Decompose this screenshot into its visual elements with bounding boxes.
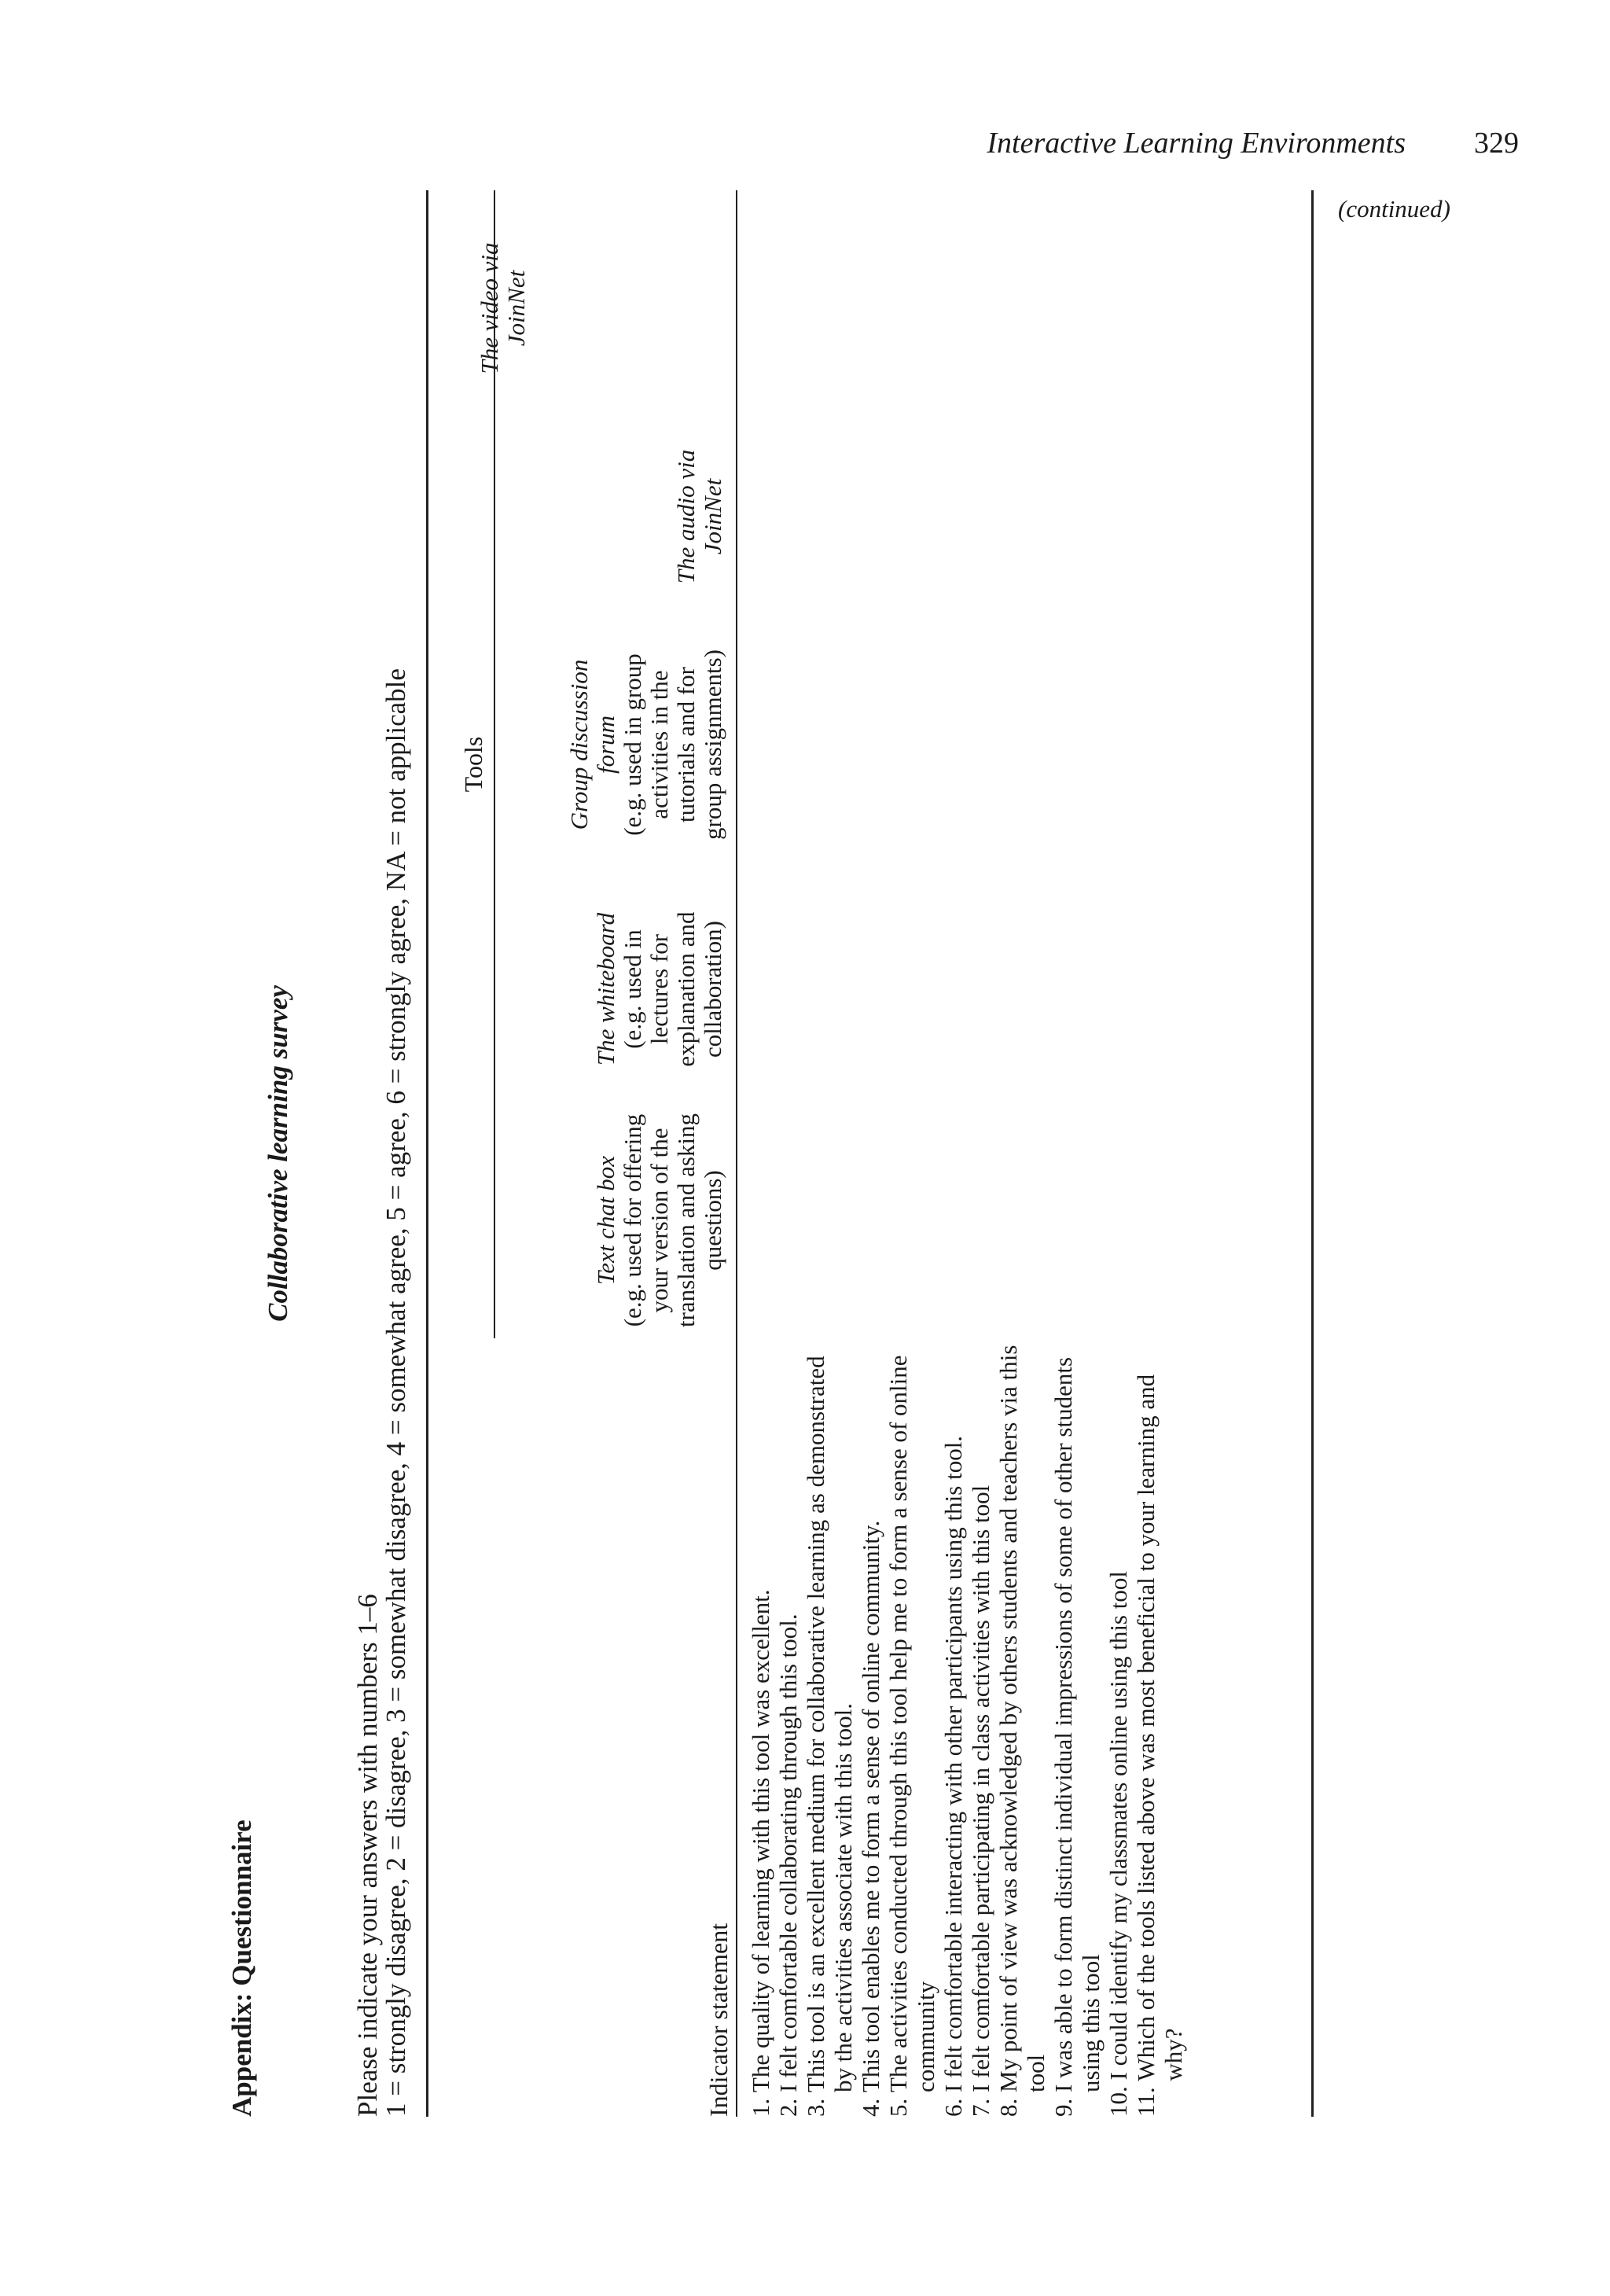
tool-column-whiteboard [593,895,726,1084]
tool-description: (e.g. used in group activities in the tutorials and for group assignments) [619,649,726,840]
instructions-line-2: 1 = strongly disagree, 2 = disagree, 3 = somewhat disagree, 4 = somewhat agree, 5 = agree, 6 = strongly agree, NA = not applicable [380,668,411,2117]
statement-4 [857,1330,884,2117]
indicator-statement-header: Indicator statement [704,1923,733,2117]
tool-column-video-joinnet [476,230,530,387]
statement-number: 5. [884,2092,912,2117]
statement-number: 3. [802,2092,829,2117]
continued-label: (continued) [1338,195,1450,223]
statement-text: The quality of learning with this tool was excellent. [747,1589,774,2092]
tool-name: Text chat box [592,1155,619,1286]
instructions-line-1: Please indicate your answers with numbers 1–6 [352,1594,383,2117]
statement-text: I felt comfortable participating in class activities with this tool [967,1485,994,2092]
statement-9 [1049,1330,1105,2117]
tools-header: Tools [459,736,487,793]
statement-text: I felt comfortable collaborating through this tool. [774,1613,802,2092]
tool-column-audio-joinnet [673,438,726,595]
statement-text: My point of view was acknowledged by others students and teachers via this tool [994,1345,1049,2092]
statement-text: Which of the tools listed above was most beneficial to your learning and why? [1132,1374,1187,2081]
statement-11 [1132,1330,1187,2117]
tool-name: The audio via JoinNet [672,449,726,584]
statement-text: I was able to form distinct individual impressions of some of other students using this tool [1049,1356,1105,2092]
statement-8 [994,1330,1049,2117]
rotated-page-content [228,190,1391,2117]
statement-text: I could identify my classmates online using this tool [1105,1571,1132,2081]
statement-number: 6. [939,2092,967,2117]
statement-1 [747,1330,774,2117]
table-bottom-rule [1311,190,1314,2117]
statement-number: 2. [774,2092,802,2117]
statement-text: This tool enables me to form a sense of online community. [857,1520,884,2092]
statement-3 [802,1330,857,2117]
journal-title: Interactive Learning Environments [987,127,1406,160]
tool-description: (e.g. used for offering your version of the translation and asking questions) [619,1113,726,1328]
statement-10 [1105,1330,1132,2117]
statement-2 [774,1330,802,2117]
statement-number: 10. [1105,2080,1132,2117]
statement-6 [939,1330,967,2117]
statement-number: 1. [747,2092,774,2117]
statement-number: 8. [994,2092,1022,2117]
tool-description: (e.g. used in lectures for explanation and collaboration) [619,911,726,1067]
table-top-rule [426,190,428,2117]
tool-column-text-chat-box [593,1102,726,1338]
tool-name: The video via JoinNet [476,242,530,374]
statement-text: The activities conducted through this tool help me to form a sense of online community [884,1355,939,2092]
tool-column-group-discussion-forum [566,646,726,843]
tool-name: Group discussion forum [565,659,619,830]
statement-5 [884,1330,939,2117]
statement-text: This tool is an excellent medium for collaborative learning as demonstrated by the activities associate with this tool. [802,1356,857,2092]
statement-number: 9. [1049,2092,1077,2117]
survey-title: Collaborative learning survey [263,985,293,1322]
statement-number: 11. [1132,2081,1160,2117]
statement-number: 7. [967,2092,994,2117]
appendix-heading: Appendix: Questionnaire [226,1820,257,2117]
statement-7 [967,1330,994,2117]
statement-number: 4. [857,2092,884,2117]
statement-list [747,1330,1187,2117]
tool-name: The whiteboard [592,912,619,1066]
page-number: 329 [1474,127,1519,160]
statement-text: I felt comfortable interacting with other participants using this tool. [939,1435,967,2092]
table-header-rule [736,190,737,2117]
